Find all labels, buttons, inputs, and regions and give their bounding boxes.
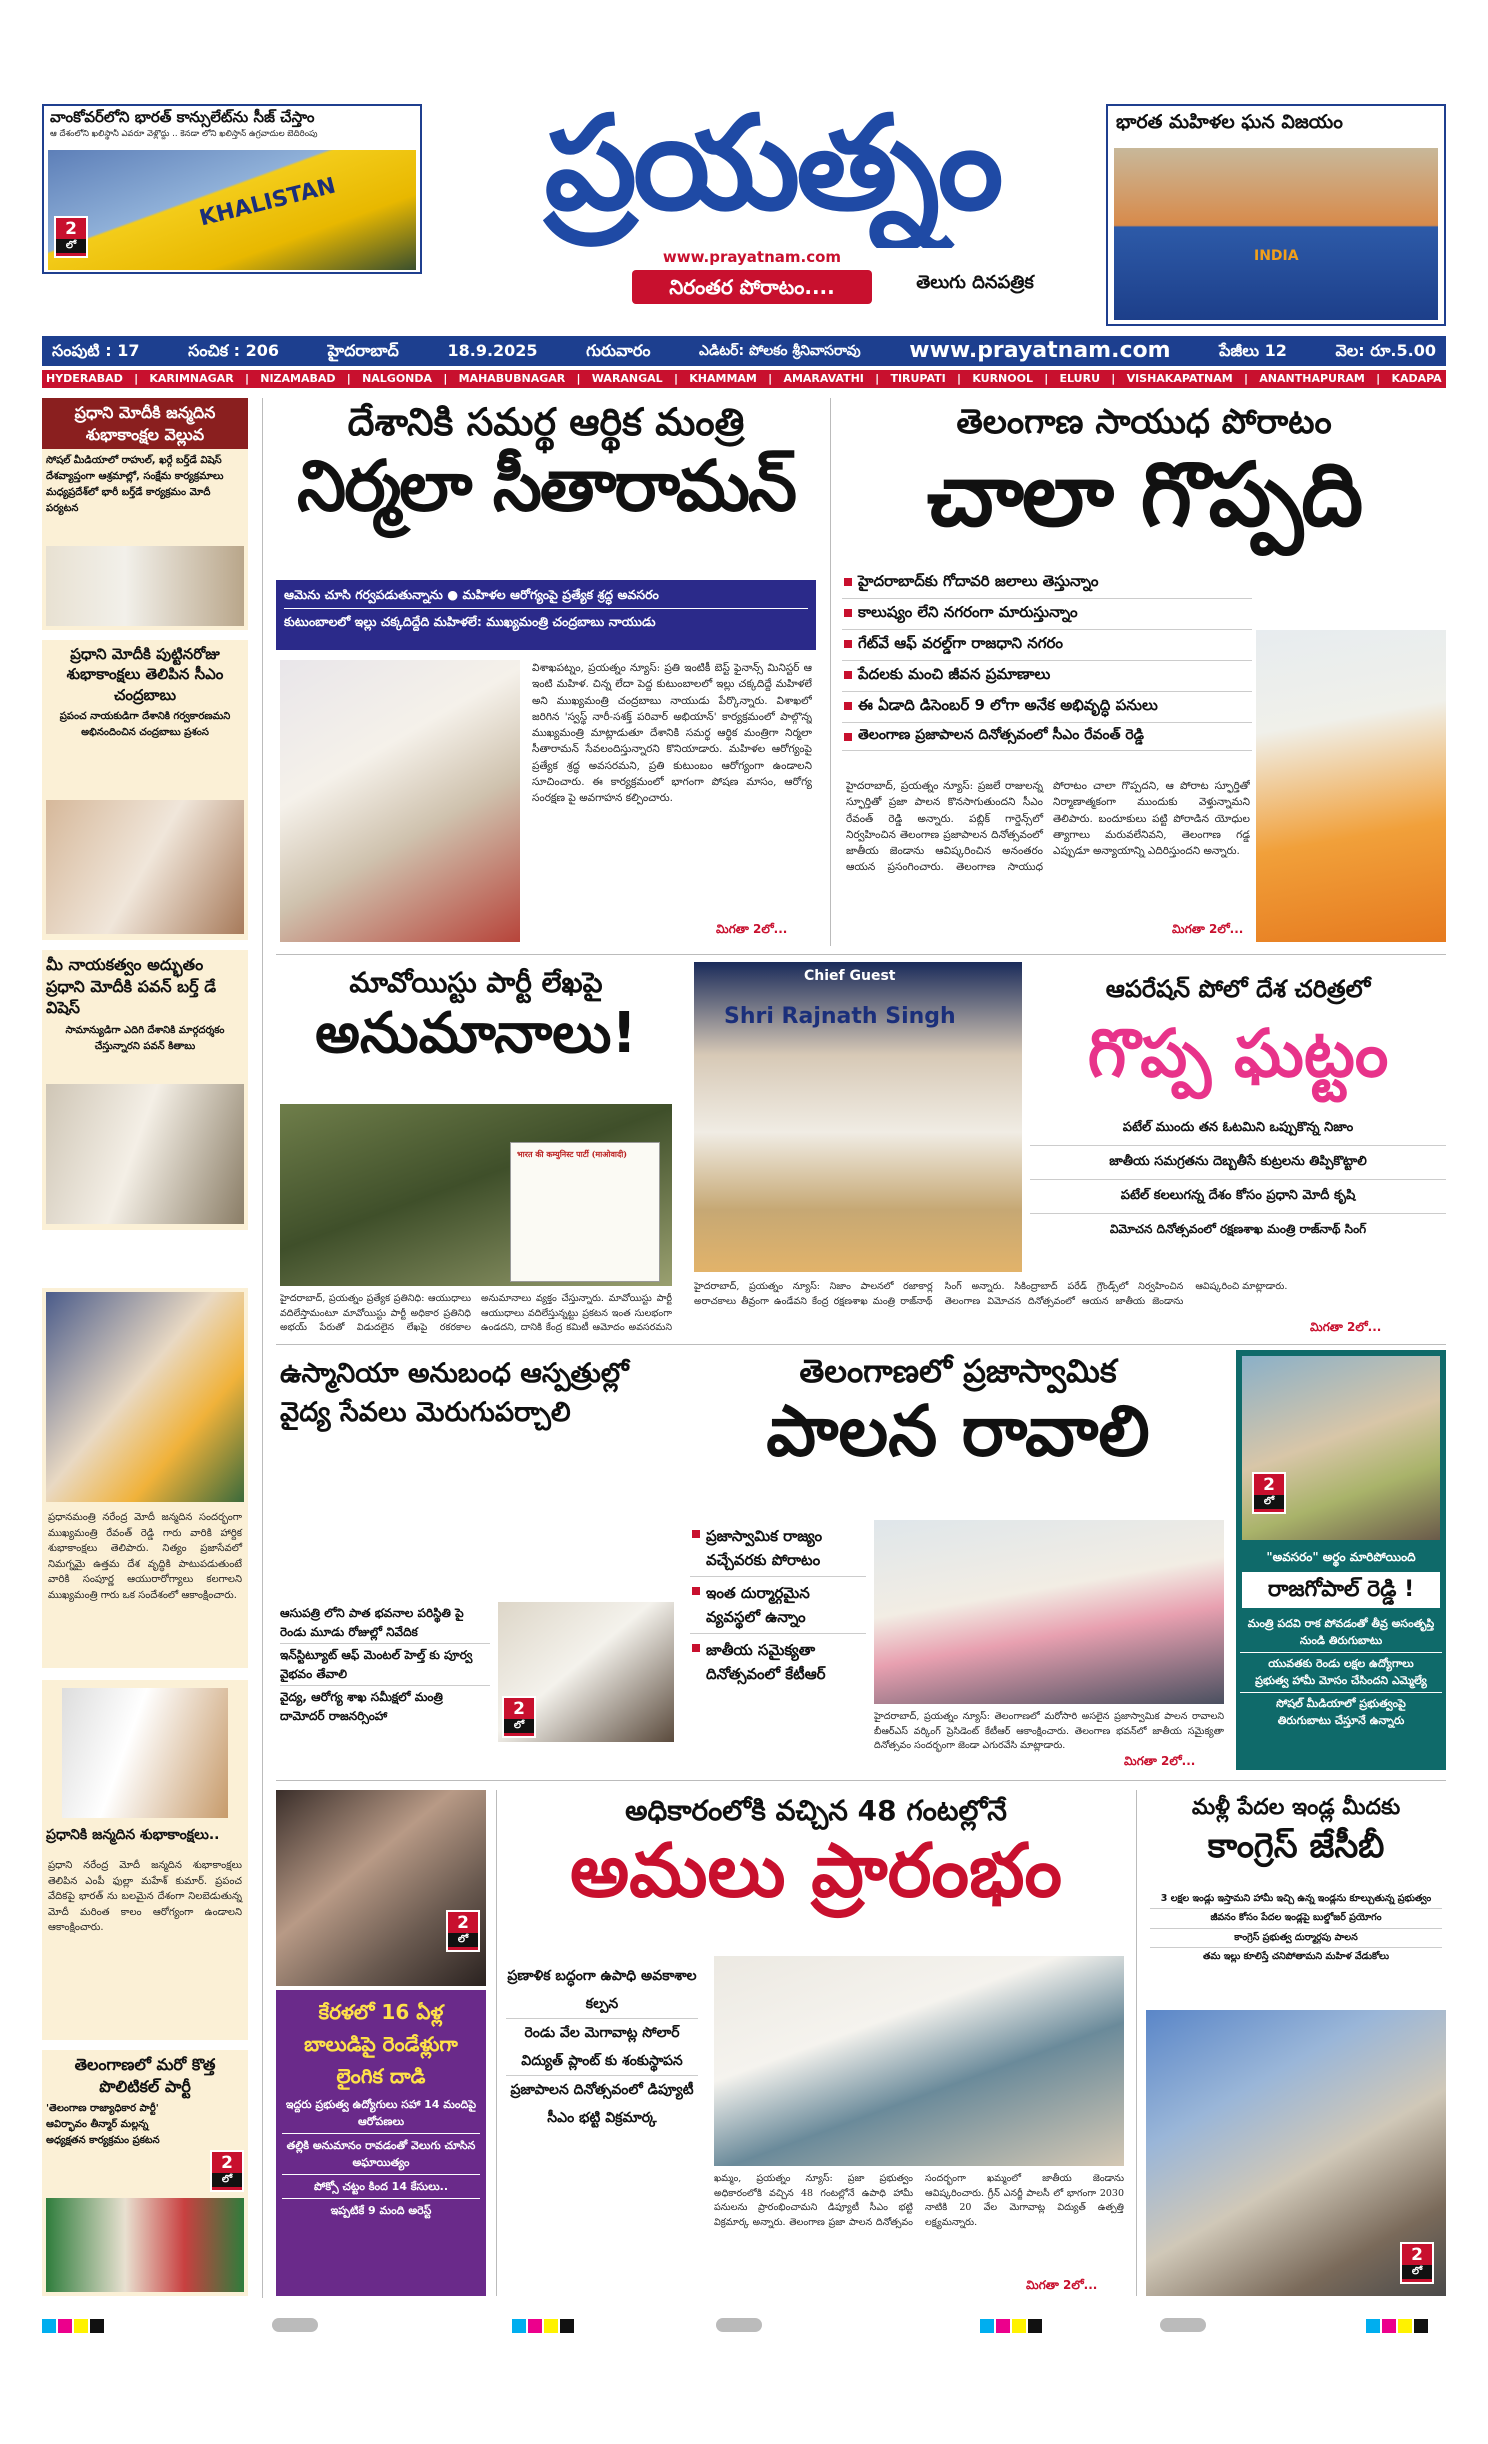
lead2-kicker: తెలంగాణ సాయుధ పోరాటం	[956, 402, 1332, 442]
story-osmania[interactable]	[276, 1350, 676, 1770]
ktr-flag-photo	[874, 1520, 1224, 1704]
kerala-lines	[282, 2096, 480, 2219]
registration-pill	[1160, 2318, 1206, 2332]
rajgopal-line: తిరుగుబాటు చేస్తూనే ఉన్నారు	[1277, 1713, 1405, 1727]
amalu-bullet: ప్రజాపాలన దినోత్సవంలో డిప్యూటీ సీఎం భట్టి విక్రమార్క	[510, 2082, 694, 2126]
maoist-headline: అనుమానాలు!	[315, 1000, 637, 1066]
rajgopal-line: మంత్రి పదవి రాక పోవడంతో తీవ్ర అసంతృప్తి	[1247, 1617, 1435, 1630]
operation-sub: పటేల్ కలలుగన్న దేశం కోసం ప్రధాని మోదీ కృషి	[1030, 1180, 1446, 1214]
lo-badge[interactable]: 2 లో	[1252, 1472, 1286, 1514]
rajgopal-line: సోషల్ మీడియాలో ప్రభుత్వంపై	[1276, 1697, 1406, 1710]
osmania-bullet: వైద్య, ఆరోగ్య శాఖ సమీక్షలో మంత్రి దామోదర్ రాజనర్సింహా	[280, 1690, 443, 1723]
operation-headline: గొప్ప ఘట్టం	[1087, 1015, 1389, 1092]
banner-chief-guest: Chief Guest	[804, 968, 896, 984]
operation-sub: పటేల్ ముందు తన ఓటమిని ఒప్పుకొన్న నిజాం	[1030, 1112, 1446, 1146]
registration-marks-mid	[512, 2318, 576, 2337]
rajgopal-line: నుండి తిరుగుబాటు	[1240, 1633, 1442, 1654]
banner-name: Shri Rajnath Singh	[724, 1004, 956, 1029]
sidebar-story-revanth-wishes[interactable]	[42, 1288, 248, 1668]
city-item[interactable]: KADAPA	[1391, 372, 1442, 385]
lead-story-nirmala[interactable]	[276, 398, 816, 946]
chandrababu-photo	[280, 660, 520, 942]
city-item[interactable]: VISHAKAPATNAM	[1126, 372, 1233, 385]
lo-badge[interactable]: 2 లో	[502, 1696, 536, 1738]
maoist-letter-image	[510, 1142, 660, 1282]
registration-marks-left	[42, 2318, 106, 2337]
story-maoist-letter[interactable]	[276, 962, 676, 1338]
registration-marks-right	[980, 2318, 1044, 2337]
city-item[interactable]: KHAMMAM	[689, 372, 757, 385]
demolition-photo	[1146, 2010, 1446, 2296]
city-item[interactable]: KURNOOL	[972, 372, 1033, 385]
sidebar-text: ప్రధానమంత్రి నరేంద్ర మోదీ జన్మదిన సందర్భంగా ముఖ్యమంత్రి రేవంత్ రెడ్డి గారు వారికి హార్దిక శుభాకాంక్షలు తెలిపారు. నిత్యం ప్రజాసేవలో నిమగ్నమై ఉత్తమ దేశ వృద్ధికి పాటుపడుతుంటే వారికి సంపూర్ణ ఆయురారోగ్యాలు కలగాలని ముఖ్యమంత్రి గారు ఒక సందేశంలో ఆకాంక్షించారు.	[48, 1512, 242, 1601]
sidebar-story-new-party[interactable]	[42, 2050, 248, 2296]
lead2-bullet: తెలంగాణ ప్రజాపాలన దినోత్సవంలో సీఎం రేవంత్ రెడ్డి	[842, 723, 1252, 751]
jcb-lines	[1150, 1890, 1442, 1966]
right-teaser[interactable]	[1106, 104, 1446, 326]
maoist-body: హైదరాబాద్, ప్రయత్నం ప్రత్యేక ప్రతినిధి: ఆయుధాలు వదిలేస్తామంటూ మావోయిస్టు పార్టీ అధికార ప్రతినిధి అభయ్ పేరుతో విడుదలైన లేఖపై రకరకాల అనుమానాలు వ్యక్తం చేస్తున్నారు. మావోయిస్టు పార్టీ ఆయుధాలు వదిలేస్తున్నట్టు ప్రకటన ఇంత సులభంగా ఉండదని, దానికి కేంద్ర కమిటీ ఆమోదం అవసరమని	[280, 1293, 672, 1334]
amalu-headline: అమలు ప్రారంభం	[569, 1827, 1063, 1914]
lead2-headline: చాలా గొప్పది	[926, 443, 1362, 547]
sidebar-title: ప్రధానికి జన్మదిన శుభాకాంక్షలు..	[46, 1827, 220, 1843]
flag-text: KHALISTAN	[197, 173, 339, 232]
lo-badge[interactable]: 2 లో	[446, 1910, 480, 1952]
read-more-link[interactable]: మిగతా 2లో...	[1310, 1320, 1382, 1334]
amalu-kicker: అధికారంలోకి వచ్చిన 48 గంటల్లోనే	[625, 1794, 1007, 1827]
lead2-bullets	[842, 568, 1252, 751]
lead2-bullet: ఈ ఏడాది డిసెంబర్ 9 లోగా అనేక అభివృద్ధి పనులు	[842, 692, 1252, 723]
day: గురువారం	[586, 341, 651, 360]
jcb-headline: కాంగ్రెస్ జేసీబీ	[1207, 1826, 1385, 1867]
rajgopal-line: ప్రభుత్వ హామీ మోసం చేసిందని ఎమ్మెల్యే	[1240, 1673, 1442, 1694]
operation-subs	[1030, 1112, 1446, 1245]
lead1-body: విశాఖపట్నం, ప్రయత్నం న్యూస్: ప్రతి ఇంటికీ బెస్ట్ ఫైనాన్స్ మినిస్టర్ ఆ ఇంటి మహిళ. చిన్న లేదా పెద్ద కుటుంబాలలో ఇల్లు చక్కదిద్దే మహిళలే అని ముఖ్యమంత్రి చంద్రబాబు నాయుడు పేర్కొన్నారు. విశాఖలో జరిగిన 'స్వస్థ్ నారీ-సశక్త్ పరివార్ అభియాన్' కార్యక్రమంలో పాల్గొన్న ముఖ్యమంత్రి మాట్లాడుతూ దేశానికి సమర్థ ఆర్థిక మంత్రిగా నిర్మలా సీతారామన్ సేవలందిస్తున్నారని కొనియాడారు. మహిళల ఆరోగ్యంపై ప్రత్యేక శ్రద్ధ అవసరమని, ప్రతి కుటుంబం ఆరోగ్యంగా ఉండాలని సూచించారు. ఈ కార్యక్రమంలో భాగంగా పోషణ మాసం, ఆరోగ్య సంరక్షణ పై అవగాహన కల్పించారు.	[532, 662, 812, 805]
rajgopal-line: యువతకు రెండు లక్షల ఉద్యోగాలు	[1268, 1657, 1414, 1670]
jcb-line: కాంగ్రెస్ ప్రభుత్వ దుర్మార్గపు పాలన	[1150, 1929, 1442, 1948]
democracy-body: హైదరాబాద్, ప్రయత్నం న్యూస్: తెలంగాణలో మరోసారి అసలైన ప్రజాస్వామిక పాలన రావాలని బీఆర్ఎస్ వర్కింగ్ ప్రెసిడెంట్ కేటీఆర్ ఆకాంక్షించారు. తెలంగాణ భవన్‌లో జాతీయ సమైక్యతా దినోత్సవం సందర్భంగా జెండా ఎగురవేసి మాట్లాడారు.	[874, 1711, 1224, 1752]
city-item[interactable]: NALGONDA	[362, 372, 433, 385]
city-item[interactable]: NIZAMABAD	[260, 372, 336, 385]
city-item[interactable]: ANANTHAPURAM	[1259, 372, 1365, 385]
story-kerala[interactable]	[276, 1790, 486, 2296]
info-bar	[42, 336, 1446, 366]
amalu-bullets	[506, 1962, 698, 2132]
sidebar-story-cbn-wishes[interactable]	[42, 640, 248, 940]
sidebar-story-modi-wishes[interactable]	[42, 398, 248, 630]
osmania-bullet: ఆసుపత్రి లోని పాత భవనాల పరిస్థితి పై రెండు మూడు రోజుల్లో నివేదిక	[280, 1602, 490, 1644]
sidebar-text: సోషల్ మీడియాలో రాహుల్, ఖర్గే బర్త్‌డే విషెస్ దేశవ్యాప్తంగా ఆశ్రమాల్లో, సంక్షేమ కార్యక్రమాలు మధ్యప్రదేశ్‌లో భారీ బర్త్‌డే కార్యక్రమం మోదీ పర్యటన	[46, 455, 224, 515]
kerala-panel	[276, 1990, 486, 2296]
sidebar-text: సామాన్యుడిగా ఎదిగి దేశానికి మార్గదర్శకం చేస్తున్నారని పవన్ కితాబు	[65, 1024, 225, 1052]
operation-kicker: ఆపరేషన్ పోలో దేశ చరిత్రలో	[1105, 975, 1371, 1003]
story-rajgopal[interactable]	[1236, 1350, 1446, 1770]
city-strip: HYDERABAD | KARIMNAGAR | NIZAMABAD | NALGONDA | MAHABUBNAGAR | WARANGAL | KHAMMAM | AMARAVATHI | TIRUPATI | KURNOOL | ELURU | VISHAKAPATNAM | ANANTHAPURAM | KADAPA	[42, 370, 1446, 388]
city-item[interactable]: AMARAVATHI	[783, 372, 864, 385]
democracy-bullets	[690, 1520, 866, 1690]
rajgopal-kicker: "అవసరం" అర్థం మారిపోయింది	[1266, 1550, 1416, 1564]
left-teaser-title: వాంకోవర్‌లోని భారత్ కాన్సులేట్‌ను సీజ్ చేస్తాం	[50, 108, 315, 126]
rajgopal-crowd-photo	[1242, 1356, 1440, 1540]
lead-story-telangana-struggle[interactable]	[842, 398, 1446, 946]
abuse-victim-photo	[276, 1790, 486, 1986]
sidebar-text: ప్రధాని నరేంద్ర మోదీ జన్మదిన శుభాకాంక్షలు తెలిపిన ఎంపీ ఫుల్లా మహేశ్ కుమార్. ప్రపంచ వేదికపై భారత్ ను బలమైన దేశంగా నిలబెడుతున్న మోదీ మరింత కాలం ఆరోగ్యంగా ఉండాలని ఆకాంక్షించారు.	[48, 1860, 242, 1933]
maoist-cadre-photo	[280, 1104, 672, 1286]
right-teaser-title: భారత మహిళల ఘన విజయం	[1116, 111, 1343, 133]
sidebar-text: ప్రపంచ నాయకుడిగా దేశానికి గర్వకారణమని అభినందించిన చంద్రబాబు ప్రశంస	[59, 710, 231, 738]
story-amalu[interactable]	[506, 1790, 1126, 2296]
operation-sub: విమోచన దినోత్సవంలో రక్షణశాఖ మంత్రి రాజ్‌నాథ్ సింగ్	[1109, 1221, 1367, 1236]
sidebar-title: మీ నాయకత్వం అద్భుతం ప్రధాని మోదీకి పవన్ బర్త్ డే విషెస్	[46, 955, 217, 1018]
operation-sub: జాతీయ సమగ్రతను దెబ్బతీసే కుట్రలను తిప్పికొట్టాలి	[1030, 1146, 1446, 1180]
rajgopal-lines	[1240, 1616, 1442, 1729]
jcb-line: జీవనం కోసం పేదల ఇండ్లపై బుల్డోజర్ ప్రయోగం	[1150, 1909, 1442, 1928]
kerala-line: ఇద్దరు ప్రభుత్వ ఉద్యోగులు సహా 14 మందిపై ఆరోపణలు	[282, 2096, 480, 2134]
info-url[interactable]: www.prayatnam.com	[909, 338, 1171, 363]
city-item[interactable]: WARANGAL	[591, 372, 663, 385]
amalu-body: ఖమ్మం, ప్రయత్నం న్యూస్: ప్రజా ప్రభుత్వం అధికారంలోకి వచ్చిన 48 గంటల్లోనే ఉపాధి హామీ పనులను ప్రారంభించామని డిప్యూటీ సీఎం భట్టి విక్రమార్క అన్నారు. తెలంగాణ ప్రజా పాలన దినోత్సవం సందర్భంగా ఖమ్మంలో జాతీయ జెండాను ఆవిష్కరించారు. గ్రీన్ ఎనర్జీ పాలసీ లో భాగంగా 2030 నాటికి 20 వేల మెగావాట్ల విద్యుత్ ఉత్పత్తి లక్ష్యమన్నారు.	[714, 2173, 1124, 2229]
read-more-link[interactable]: మిగతా 2లో...	[1172, 922, 1244, 936]
rajnath-salute-photo	[694, 962, 1022, 1272]
mp-modi-photo	[62, 1688, 228, 1818]
jcb-kicker: మళ్లీ పేదల ఇండ్ల మీదకు	[1191, 1795, 1401, 1820]
masthead-url[interactable]: www.prayatnam.com	[662, 248, 842, 266]
lead1-kicker: దేశానికి సమర్థ ఆర్థిక మంత్రి	[347, 400, 745, 444]
democracy-bullet: ప్రజాస్వామిక రాజ్యం వచ్చేవరకు పోరాటం	[690, 1520, 866, 1577]
left-teaser-sub: ఆ దేశంలోని ఖలిస్థానీ ఎవరూ వెళ్లొద్దు .. కెనడా లోని ఖలిస్తాన్ ఉగ్రవాదుల బెదిరింపు	[50, 128, 318, 139]
lead1-bullet-bar	[276, 580, 816, 650]
democracy-kicker: తెలంగాణలో ప్రజాస్వామిక	[799, 1352, 1117, 1390]
lead1-headline: నిర్మలా సీతారామన్	[296, 444, 796, 527]
city-item[interactable]: HYDERABAD	[46, 372, 123, 385]
osmania-bullet: ఇన్‌స్టిట్యూట్ ఆఫ్ మెంటల్ హెల్త్ కు పూర్వ వైభవం తేవాలి	[280, 1644, 490, 1686]
lo-badge[interactable]: 2 లో	[210, 2150, 244, 2192]
minister-meeting-photo	[498, 1602, 674, 1742]
amalu-bullet: ప్రణాళిక బద్ధంగా ఉపాధి అవకాశాల కల్పన	[506, 1962, 698, 2019]
modi-pawan-photo	[46, 1084, 244, 1224]
read-more-link[interactable]: మిగతా 2లో...	[716, 922, 788, 936]
city: హైదరాబాద్	[327, 341, 399, 360]
left-teaser[interactable]	[42, 104, 422, 274]
paper-type: తెలుగు దినపత్రిక	[916, 272, 1034, 293]
story-democracy[interactable]	[690, 1350, 1226, 1770]
sidebar-title: ప్రధాని మోదీకి జన్మదిన శుభాకాంక్షల వెల్లువ	[42, 398, 248, 449]
registration-marks-far	[1366, 2318, 1430, 2337]
sidebar-story-pawan-wishes[interactable]	[42, 950, 248, 1230]
lead2-bullet: హైదరాబాద్‌కు గోదావరి జలాలు తెస్తున్నాం	[842, 568, 1252, 599]
date: 18.9.2025	[447, 341, 538, 360]
sidebar-title: ప్రధాని మోదీకి పుట్టినరోజు శుభాకాంక్షలు తెలిపిన సీఎం చంద్రబాబు	[66, 645, 224, 704]
maoist-kicker: మావోయిస్టు పార్టీ లేఖపై	[349, 966, 603, 999]
paper-logo[interactable]: ప్రయత్నం	[544, 87, 1000, 239]
read-more-link[interactable]: మిగతా 2లో...	[1124, 1754, 1196, 1768]
read-more-link[interactable]: మిగతా 2లో...	[1026, 2278, 1098, 2292]
lo-badge[interactable]: 2 లో	[54, 216, 88, 258]
leaders-photo	[46, 546, 244, 626]
revanth-modi-photo	[46, 1292, 244, 1502]
story-jcb[interactable]	[1146, 1790, 1446, 2296]
operation-body: హైదరాబాద్, ప్రయత్నం న్యూస్: నిజాం పాలనలో రజాకార్ల అరాచకాలు తీవ్రంగా ఉండేవని కేంద్ర రక్షణశాఖ మంత్రి రాజ్‌నాథ్ సింగ్ అన్నారు. సికింద్రాబాద్ పరేడ్ గ్రౌండ్స్‌లో నిర్వహించిన తెలంగాణ విమోచన దినోత్సవంలో ఆయన జాతీయ జెండాను ఆవిష్కరించి మాట్లాడారు.	[694, 1281, 1288, 1307]
jersey-text: INDIA	[1254, 248, 1299, 264]
city-item[interactable]: ELURU	[1059, 372, 1100, 385]
city-item[interactable]: TIRUPATI	[890, 372, 946, 385]
cricketer-photo	[1114, 148, 1438, 320]
kerala-line: తల్లికి అనుమానం రావడంతో వెలుగు చూసిన అఘాయిత్యం	[282, 2134, 480, 2175]
letter-title: भारत की कम्युनिस्ट पार्टी (माओवादी)	[517, 1149, 628, 1159]
democracy-headline: పాలన రావాలి	[766, 1390, 1150, 1473]
price: వెల: రూ.5.00	[1335, 341, 1436, 360]
democracy-bullet: ఇంత దుర్మార్గమైన వ్యవస్థలో ఉన్నాం	[690, 1577, 866, 1634]
sidebar-story-mp-wishes[interactable]	[42, 1680, 248, 2040]
city-item[interactable]: MAHABUBNAGAR	[458, 372, 566, 385]
khalistan-flag-photo	[48, 150, 416, 270]
kerala-headline: కేరళలో 16 ఏళ్ల బాలుడిపై రెండేళ్లుగా లైంగిక దాడి	[304, 2000, 458, 2088]
revanth-speech-photo	[1256, 630, 1446, 942]
sidebar-title: తెలంగాణలో మరో కొత్త పొలిటికల్ పార్టీ	[74, 2055, 216, 2096]
democracy-bullet: జాతీయ సమైక్యతా దినోత్సవంలో కేటీఆర్	[690, 1634, 866, 1690]
osmania-headline: ఉస్మానియా అనుబంధ ఆస్పత్రుల్లో వైద్య సేవలు మెరుగుపర్చాలి	[280, 1358, 629, 1429]
lo-badge[interactable]: 2 లో	[1400, 2242, 1434, 2284]
lead1-bullet: ఆమెను చూసి గర్వపడుతున్నాను ● మహిళల ఆరోగ్యంపై ప్రత్యేక శ్రద్ధ అవసరం	[284, 586, 808, 609]
pages: పేజీలు 12	[1219, 341, 1287, 360]
city-item[interactable]: KARIMNAGAR	[149, 372, 234, 385]
party-launch-photo	[46, 2198, 244, 2292]
issue: సంచిక : 206	[188, 341, 279, 360]
osmania-bullets	[280, 1602, 490, 1728]
lead2-bullet: పేదలకు మంచి జీవన ప్రమాణాలు	[842, 661, 1252, 692]
bhatti-plant-photo	[714, 1956, 1124, 2166]
kerala-line: ఇప్పటికే 9 మంది అరెస్ట్	[330, 2204, 432, 2218]
editor: ఎడిటర్: పోలకం శ్రీనివాసరావు	[699, 343, 861, 359]
modi-cbn-photo	[46, 800, 244, 934]
registration-pill	[716, 2318, 762, 2332]
kerala-line: పోక్సో చట్టం కింద 14 కేసులు..	[282, 2175, 480, 2199]
jcb-line: 3 లక్షల ఇండ్లు ఇస్తామని హామీ ఇచ్చి ఉన్న ఇండ్లను కూల్చుతున్న ప్రభుత్వం	[1150, 1890, 1442, 1909]
volume: సంపుటి : 17	[52, 341, 140, 360]
lead1-bullet: కుటుంబాలలో ఇల్లు చక్కదిద్దేది మహిళలే: ముఖ్యమంత్రి చంద్రబాబు నాయుడు	[284, 613, 656, 629]
amalu-bullet: రెండు వేల మెగావాట్ల సోలార్ విద్యుత్ ప్లాంట్ కు శంకుస్థాపన	[506, 2019, 698, 2076]
sidebar-text: 'తెలంగాణ రాజ్యాధికార పార్టీ' ఆవిర్భావం తీన్మార్ మల్లన్న అధ్యక్షతన కార్యక్రమం ప్రకటన	[46, 2103, 160, 2147]
lead2-bullet: కాలుష్యం లేని నగరంగా మారుస్తున్నాం	[842, 599, 1252, 630]
rajgopal-name: రాజగోపాల్ రెడ్డి !	[1242, 1572, 1440, 1608]
jcb-line: తమ ఇల్లు కూలిస్తే చనిపోతామని మహిళ వేడుకోలు	[1202, 1950, 1390, 1962]
tagline: నిరంతర పోరాటం....	[632, 270, 872, 304]
lead2-body: హైదరాబాద్, ప్రయత్నం న్యూస్: ప్రజలే రాజులన్న స్ఫూర్తితో ప్రజా పాలన కొనసాగుతుందని సీఎం రేవంత్ రెడ్డి అన్నారు. పబ్లిక్ గార్డెన్స్‌లో నిర్వహించిన తెలంగాణ ప్రజాపాలన దినోత్సవంలో జాతీయ జెండాను ఆవిష్కరించిన అనంతరం ఆయన ప్రసంగించారు. తెలంగాణ సాయుధ పోరాటం చాలా గొప్పదని, ఆ పోరాట స్ఫూర్తితో నిర్మాణాత్మకంగా ముందుకు వెళ్తున్నామని తెలిపారు. బందూకులు పట్టి పోరాడిన యోధుల త్యాగాలు మరువలేనివని, తెలంగాణ గడ్డ ఎప్పుడూ అన్యాయాన్ని ఎదిరిస్తుందని అన్నారు.	[846, 780, 1250, 874]
registration-pill	[272, 2318, 318, 2332]
story-operation-polo[interactable]	[690, 962, 1446, 1338]
lead2-bullet: గేట్‌వే ఆఫ్ వరల్డ్‌గా రాజధాని నగరం	[842, 630, 1252, 661]
